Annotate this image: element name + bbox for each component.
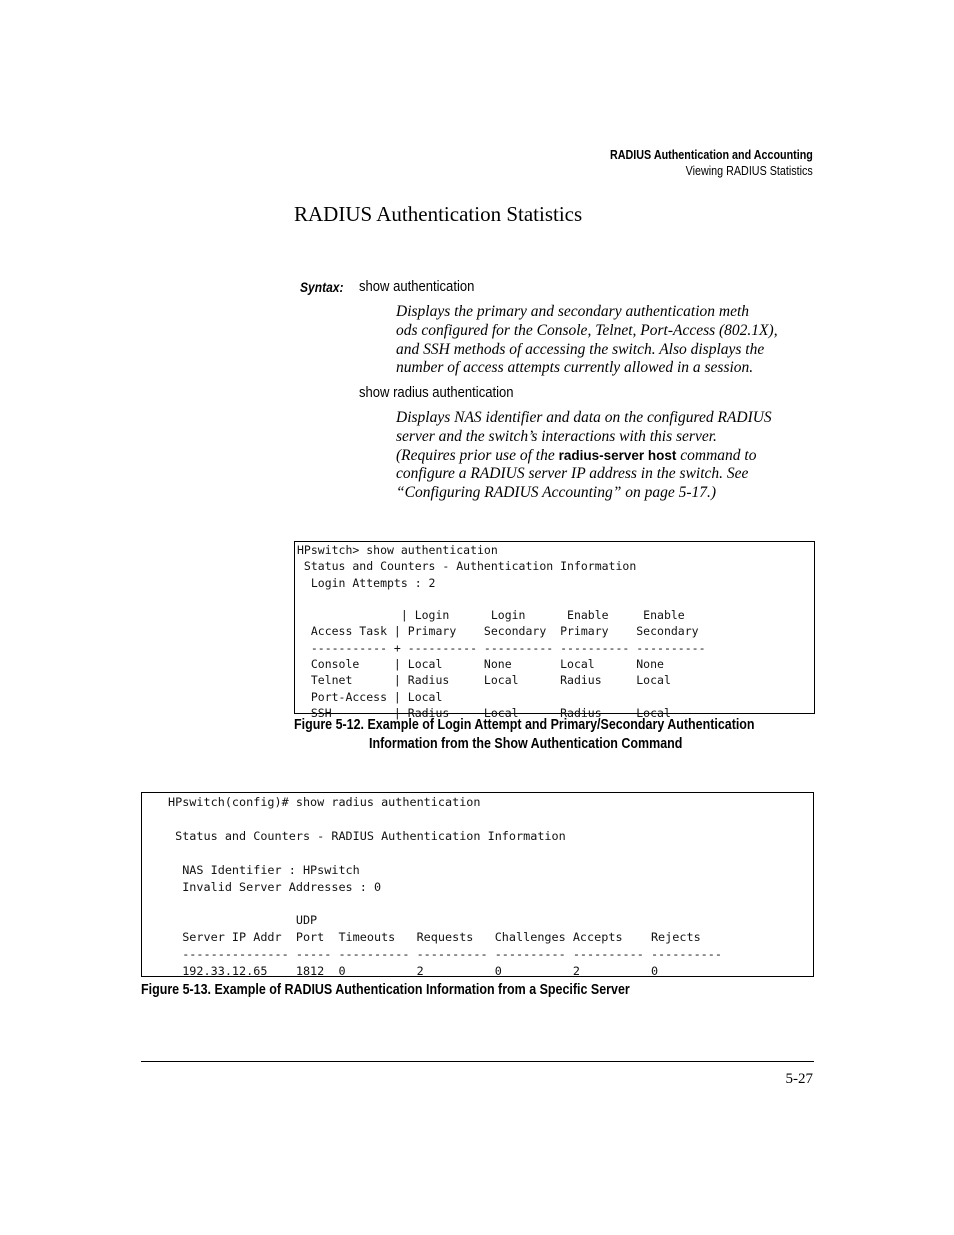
figure-5-12-caption-line1: Figure 5-12. Example of Login Attempt and Primary/Secondary Authentication: [294, 717, 755, 733]
description-line: Displays NAS identifier and data on the configured RADIUS: [396, 409, 772, 426]
description-line: Displays the primary and secondary authentication meth: [396, 303, 750, 320]
terminal-line: SSH | Radius Local Radius Local: [297, 705, 671, 720]
terminal-line: Login Attempts : 2: [297, 575, 436, 590]
terminal-line: Server IP Addr Port Timeouts Requests Challenges Accepts Rejects: [168, 930, 701, 945]
terminal-line: --------------- ----- ---------- ---------- ---------- ---------- ----------: [168, 947, 722, 962]
terminal-line: UDP: [168, 913, 318, 928]
figure-5-12-terminal: [294, 541, 815, 720]
syntax-label: Syntax:: [300, 279, 344, 295]
terminal-line: ----------- + ---------- ---------- ---------- ----------: [297, 640, 706, 655]
footer-rule: [141, 1061, 814, 1062]
page-title: RADIUS Authentication Statistics: [294, 202, 583, 226]
terminal-output: [168, 794, 722, 980]
terminal-line: HPswitch(config)# show radius authentication: [168, 795, 481, 809]
description-show-authentication: [396, 303, 814, 378]
command-show-authentication: show authentication: [359, 279, 475, 295]
terminal-line: Status and Counters - Authentication Information: [297, 559, 637, 574]
running-header-chapter: RADIUS Authentication and Accounting: [610, 148, 813, 162]
command-keyword: radius-server host: [558, 447, 677, 463]
figure-5-13-terminal: [141, 792, 814, 977]
description-show-radius-authentication: [396, 409, 814, 503]
terminal-line: Status and Counters - RADIUS Authentication Information: [168, 828, 566, 843]
description-line: “Configuring RADIUS Accounting” on page 5-17.): [396, 484, 717, 502]
description-line: [396, 447, 814, 466]
command-show-radius-authentication: show radius authentication: [359, 385, 514, 401]
running-header-section: Viewing RADIUS Statistics: [685, 164, 813, 178]
description-line: ods configured for the Console, Telnet, Port-Access (802.1X),: [396, 321, 778, 339]
description-line: configure a RADIUS server IP address in the switch. See: [396, 465, 749, 483]
terminal-line: HPswitch> show authentication: [297, 543, 498, 557]
description-line: number of access attempts currently allowed in a session.: [396, 359, 754, 377]
terminal-line: 192.33.12.65 1812 0 2 0 2 0: [168, 964, 659, 979]
page-number: 5-27: [785, 1071, 813, 1087]
description-text: command to: [680, 446, 757, 464]
description-line: server and the switch’s interactions with this server.: [396, 427, 717, 445]
terminal-line: Telnet | Radius Local Radius Local: [297, 673, 671, 688]
description-line: and SSH methods of accessing the switch. Also displays the: [396, 340, 765, 358]
figure-5-13-caption: Figure 5-13. Example of RADIUS Authentication Information from a Specific Server: [141, 982, 630, 998]
figure-5-12-caption-line2: Information from the Show Authentication Command: [369, 736, 683, 752]
terminal-line: Port-Access | Local: [297, 689, 443, 704]
terminal-line: Access Task | Primary Secondary Primary Secondary: [297, 624, 699, 639]
description-text: (Requires prior use of the: [396, 446, 555, 464]
terminal-line: | Login Login Enable Enable: [297, 608, 685, 623]
terminal-line: Invalid Server Addresses : 0: [168, 879, 382, 894]
terminal-line: NAS Identifier : HPswitch: [168, 862, 360, 877]
terminal-output: [297, 542, 706, 721]
terminal-line: Console | Local None Local None: [297, 657, 664, 672]
